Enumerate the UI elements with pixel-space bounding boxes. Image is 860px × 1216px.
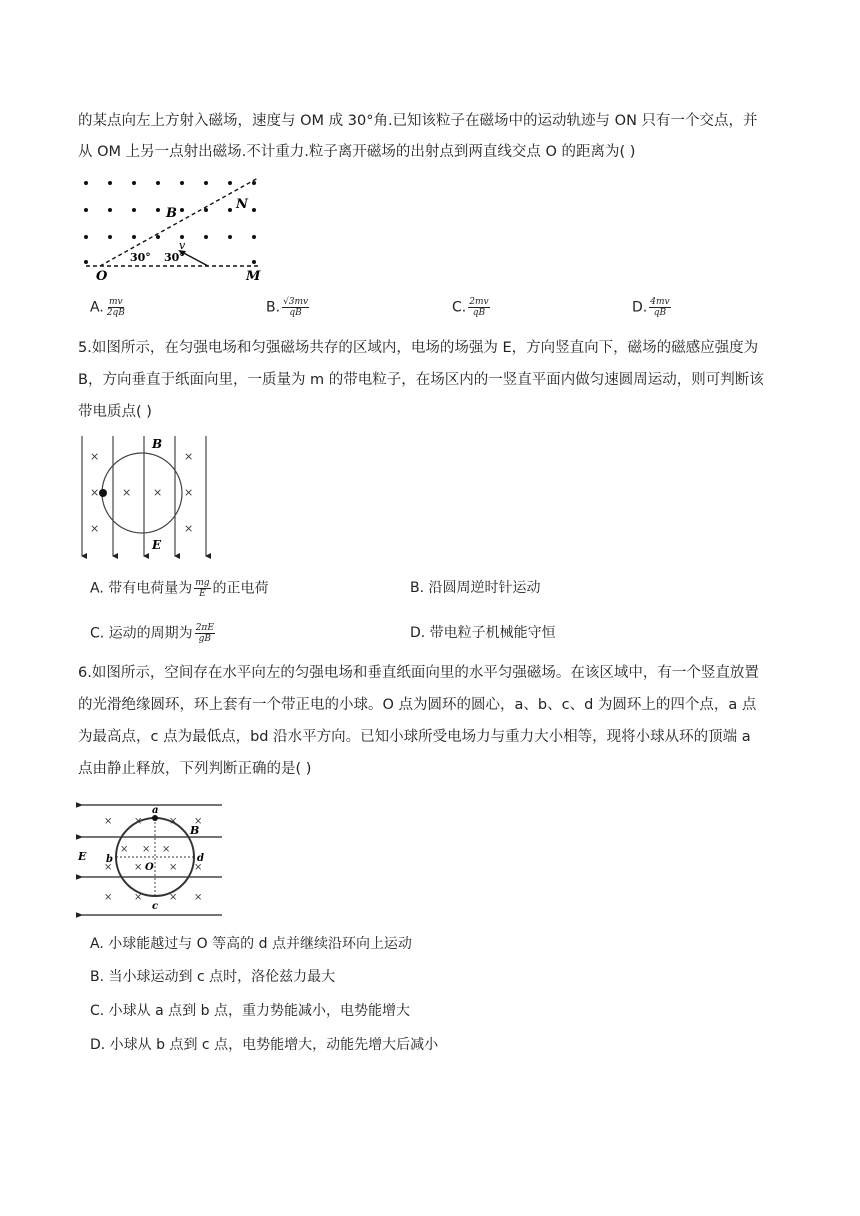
q4-label-angle-2: 30° <box>164 251 185 264</box>
q6-label-O: O <box>145 862 154 873</box>
svg-text:×: × <box>134 816 143 827</box>
svg-text:×: × <box>169 862 178 873</box>
svg-text:×: × <box>153 486 163 499</box>
q6-label-d: d <box>197 853 204 864</box>
q4-label-v: v <box>179 239 186 252</box>
q5-option-a[interactable]: A. 带有电荷量为 $\frac{mg}{E}$ 的正电荷 <box>90 578 269 599</box>
svg-text:×: × <box>184 522 194 535</box>
q6-text-line-2: 的光滑绝缘圆环，环上套有一个带正电的小球。O 点为圆环的圆心，a、b、c、d 为圆环上的四个点，a 点 <box>78 697 757 713</box>
q5-label-E: E <box>152 538 162 552</box>
q4-option-d[interactable]: D. $\frac{4mv}{qB}$ <box>632 297 670 318</box>
svg-text:×: × <box>104 892 113 903</box>
svg-text:×: × <box>184 450 194 463</box>
q6-text-line-4: 点由静止释放，下列判断正确的是( ) <box>78 761 312 777</box>
q5-option-c[interactable]: C. 运动的周期为 $\frac{2\pi E}{gB}$ <box>90 623 214 644</box>
q6-option-a[interactable]: A. 小球能越过与 O 等高的 d 点并继续沿环向上运动 <box>90 936 412 952</box>
q6-label-B: B <box>190 824 200 837</box>
svg-text:×: × <box>162 844 171 855</box>
q5-option-b[interactable]: B. 沿圆周逆时针运动 <box>410 580 541 596</box>
svg-text:×: × <box>134 862 143 873</box>
q5-text-line-2: B，方向垂直于纸面向里，一质量为 m 的带电粒子，在场区内的一竖直平面内做匀速圆周运动，则可判断该 <box>78 372 764 388</box>
q4-text-line-1: 的某点向左上方射入磁场，速度与 OM 成 30°角.已知该粒子在磁场中的运动轨迹与 ON 只有一个交点，并 <box>78 113 758 129</box>
svg-text:×: × <box>120 844 129 855</box>
q6-option-b[interactable]: B. 当小球运动到 c 点时，洛伦兹力最大 <box>90 969 336 985</box>
q6-text-line-3: 为最高点，c 点为最低点，bd 沿水平方向。已知小球所受电场力与重力大小相等，现将小球从环的顶端 a <box>78 729 751 745</box>
svg-text:×: × <box>194 862 203 873</box>
q5-option-d[interactable]: D. 带电粒子机械能守恒 <box>410 625 556 641</box>
svg-text:×: × <box>142 844 151 855</box>
q6-label-E: E <box>78 850 87 863</box>
svg-text:×: × <box>104 862 113 873</box>
svg-text:×: × <box>194 816 203 827</box>
svg-text:×: × <box>122 486 132 499</box>
q4-label-O: O <box>96 269 108 282</box>
svg-text:×: × <box>184 486 194 499</box>
svg-text:×: × <box>169 816 178 827</box>
q6-figure <box>76 798 226 922</box>
q4-option-b[interactable]: B. $\frac{√3mv}{qB}$ <box>266 297 309 318</box>
q6-option-c[interactable]: C. 小球从 a 点到 b 点，重力势能减小，电势能增大 <box>90 1003 410 1019</box>
q4-label-angle-1: 30° <box>130 251 151 264</box>
svg-text:×: × <box>90 450 100 463</box>
q4-figure <box>78 172 278 282</box>
q5-figure <box>78 434 213 566</box>
svg-text:×: × <box>90 522 100 535</box>
q5-text-line-3: 带电质点( ) <box>78 404 152 420</box>
q6-option-d[interactable]: D. 小球从 b 点到 c 点，电势能增大，动能先增大后减小 <box>90 1037 439 1053</box>
q4-text-line-2: 从 OM 上另一点射出磁场.不计重力.粒子离开磁场的出射点到两直线交点 O 的距离为( ) <box>78 144 636 160</box>
q6-label-c: c <box>152 901 159 912</box>
q4-option-a[interactable]: A. $\frac{mv}{2qB}$ <box>90 297 125 318</box>
svg-text:×: × <box>104 816 113 827</box>
svg-text:×: × <box>169 892 178 903</box>
q4-label-M: M <box>246 269 261 282</box>
q6-label-a: a <box>152 805 159 816</box>
q6-text-line-1: 6.如图所示，空间存在水平向左的匀强电场和垂直纸面向里的水平匀强磁场。在该区域中，有一个竖直放置 <box>78 665 759 681</box>
q5-label-B: B <box>152 437 163 451</box>
q4-label-B: B <box>166 206 177 221</box>
q4-option-c[interactable]: C. $\frac{2mv}{qB}$ <box>452 297 489 318</box>
svg-text:×: × <box>194 892 203 903</box>
q5-text-line-1: 5.如图所示，在匀强电场和匀强磁场共存的区域内，电场的场强为 E，方向竖直向下，磁场的磁感应强度为 <box>78 340 759 356</box>
q4-label-N: N <box>236 197 248 212</box>
svg-text:×: × <box>90 486 100 499</box>
svg-text:×: × <box>134 892 143 903</box>
q6-label-b: b <box>106 854 113 865</box>
